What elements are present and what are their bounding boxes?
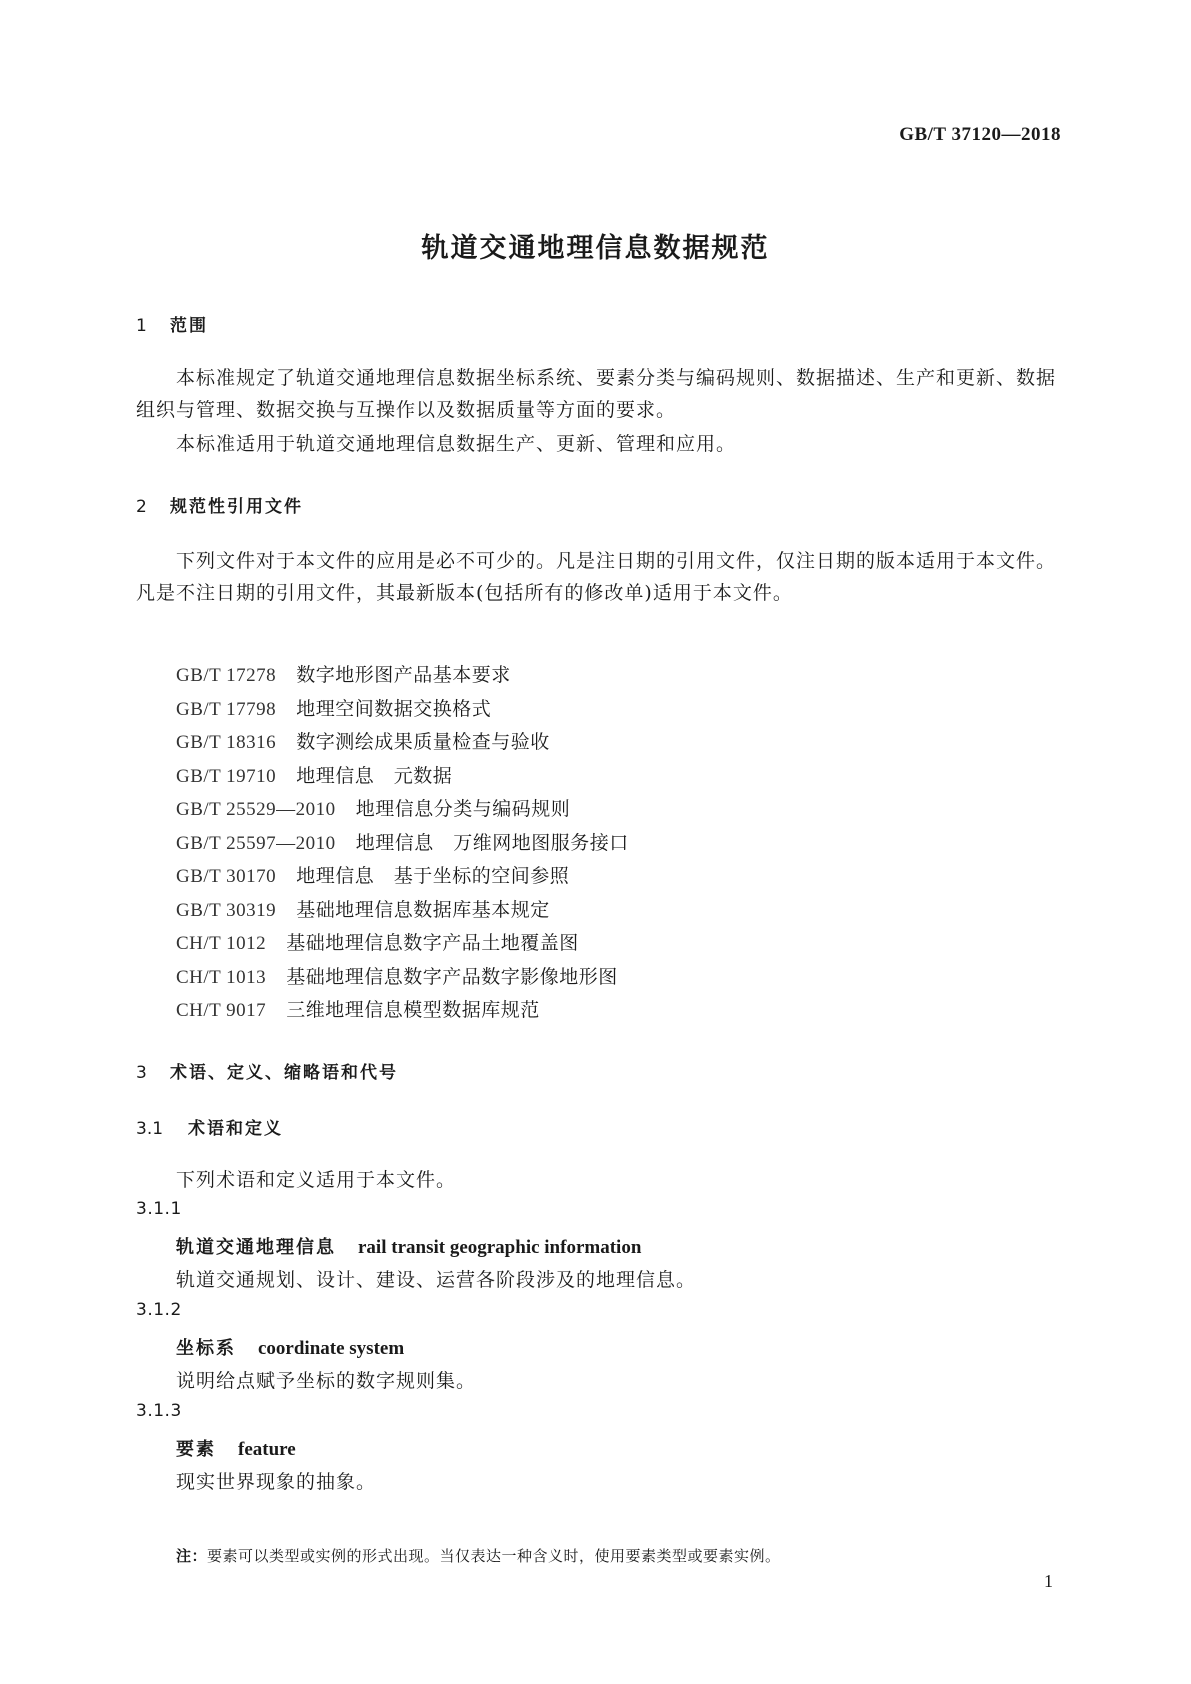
- reference-title: 基础地理信息数字产品土地覆盖图: [286, 932, 579, 954]
- section-3-1-number: 3.1: [136, 1119, 164, 1139]
- section-3-1-title: 术语和定义: [188, 1119, 283, 1139]
- section-2-paragraph-1: 下列文件对于本文件的应用是必不可少的。凡是注日期的引用文件，仅注日期的版本适用于本文件。凡是不注日期的引用文件，其最新版本(包括所有的修改单)适用于本文件。: [136, 550, 1057, 604]
- section-1-paragraph-1: 本标准规定了轨道交通地理信息数据坐标系统、要素分类与编码规则、数据描述、生产和更新、数据组织与管理、数据交换与互操作以及数据质量等方面的要求。: [136, 367, 1057, 421]
- section-2-heading: [136, 492, 303, 517]
- reference-title: 基础地理信息数字产品数字影像地形图: [286, 965, 618, 988]
- document-title: 轨道交通地理信息数据规范: [421, 233, 770, 264]
- term-entry: [176, 1233, 641, 1259]
- term-number: 3.1.3: [136, 1401, 182, 1421]
- reference-item: [176, 760, 629, 794]
- reference-code: GB/T 25529—2010: [176, 799, 336, 820]
- page-number: 1: [1044, 1571, 1053, 1591]
- section-3-number: 3: [136, 1063, 147, 1083]
- term-definition: 说明给点赋予坐标的数字规则集。: [176, 1370, 477, 1392]
- term-english: rail transit geographic information: [358, 1237, 642, 1258]
- term-entry: [176, 1435, 296, 1461]
- section-1-heading: [136, 311, 208, 336]
- reference-code: GB/T 30170: [176, 866, 277, 887]
- term-english: feature: [238, 1439, 296, 1460]
- normative-references-list: [176, 659, 629, 1028]
- reference-code: GB/T 19710: [176, 765, 277, 787]
- reference-item: [176, 693, 629, 727]
- reference-item: [176, 659, 629, 693]
- reference-title: 基础地理信息数据库基本规定: [296, 898, 550, 921]
- section-2-number: 2: [136, 497, 147, 517]
- reference-item: [176, 927, 629, 961]
- reference-title: 地理信息分类与编码规则: [355, 798, 571, 820]
- term-number: 3.1.2: [136, 1300, 182, 1320]
- term-english: coordinate system: [258, 1338, 405, 1359]
- term-chinese: 轨道交通地理信息: [176, 1237, 336, 1258]
- reference-title: 三维地理信息模型数据库规范: [286, 999, 540, 1021]
- terms-intro: 下列术语和定义适用于本文件。: [176, 1169, 457, 1191]
- term-definition: 轨道交通规划、设计、建设、运营各阶段涉及的地理信息。: [176, 1269, 697, 1291]
- reference-item: [176, 994, 629, 1028]
- reference-title: 地理信息 基于坐标的空间参照: [296, 865, 570, 887]
- reference-item: [176, 961, 629, 995]
- section-1-number: 1: [136, 316, 147, 336]
- standard-code: GB/T 37120—2018: [899, 124, 1061, 145]
- term-definition: 现实世界现象的抽象。: [176, 1471, 377, 1493]
- reference-title: 数字测绘成果质量检查与验收: [296, 731, 550, 753]
- reference-item: [176, 827, 629, 861]
- section-3-title: 术语、定义、缩略语和代号: [170, 1063, 398, 1083]
- reference-title: 地理信息 万维网地图服务接口: [355, 831, 629, 854]
- reference-title: 地理空间数据交换格式: [296, 697, 492, 720]
- reference-title: 数字地形图产品基本要求: [296, 664, 511, 686]
- term-entry: [176, 1334, 404, 1360]
- reference-title: 地理信息 元数据: [296, 764, 453, 787]
- reference-code: CH/T 1012: [176, 933, 267, 954]
- term-chinese: 要素: [176, 1439, 216, 1460]
- term-note: [176, 1545, 781, 1566]
- reference-item: [176, 860, 629, 894]
- note-text: 要素可以类型或实例的形式出现。当仅表达一种含义时，使用要素类型或要素实例。: [207, 1547, 781, 1565]
- reference-code: CH/T 9017: [176, 1000, 267, 1021]
- section-2-title: 规范性引用文件: [170, 497, 303, 517]
- reference-code: GB/T 30319: [176, 899, 277, 921]
- term-number: 3.1.1: [136, 1199, 182, 1219]
- reference-code: GB/T 25597—2010: [176, 832, 336, 854]
- section-3-heading: [136, 1058, 398, 1083]
- term-chinese: 坐标系: [176, 1338, 236, 1359]
- section-1-title: 范围: [170, 316, 208, 336]
- note-label: 注：: [176, 1547, 208, 1565]
- section-1-paragraph-2: 本标准适用于轨道交通地理信息数据生产、更新、管理和应用。: [176, 433, 737, 455]
- reference-code: GB/T 18316: [176, 732, 277, 753]
- reference-code: CH/T 1013: [176, 966, 267, 988]
- reference-item: [176, 894, 629, 928]
- reference-code: GB/T 17278: [176, 665, 277, 686]
- reference-item: [176, 726, 629, 760]
- section-3-1-heading: [136, 1114, 283, 1139]
- reference-item: [176, 793, 629, 827]
- reference-code: GB/T 17798: [176, 698, 277, 720]
